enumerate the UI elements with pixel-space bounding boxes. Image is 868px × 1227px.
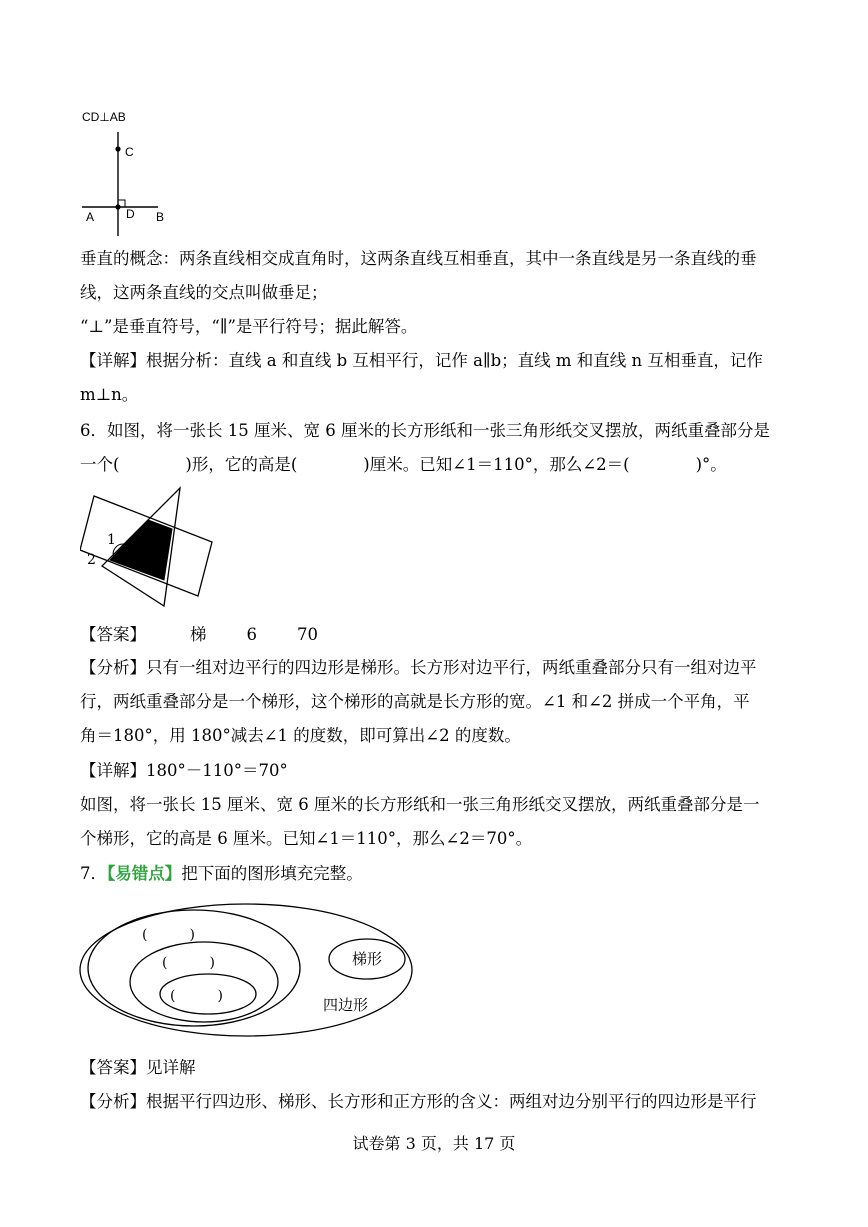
fig1-caption: CD⊥AB bbox=[82, 110, 126, 124]
label-b: B bbox=[156, 210, 165, 224]
point-c bbox=[115, 146, 120, 151]
page-footer: 试卷第 3 页，共 17 页 bbox=[352, 1134, 516, 1153]
point-d bbox=[115, 204, 120, 209]
quadrilateral-label: 四边形 bbox=[323, 997, 369, 1014]
angle-2-label: 2 bbox=[87, 552, 96, 568]
perpendicular-figure bbox=[78, 104, 188, 238]
detail-tag: 【详解】 bbox=[80, 761, 146, 780]
rectangle-ellipse bbox=[130, 942, 278, 1022]
detail-tag: 【详解】 bbox=[80, 351, 146, 370]
text-line: 【详解】根据分析：直线 a 和直线 b 互相平行，记作 a∥b；直线 m 和直线 n 互相垂直，记作 bbox=[80, 351, 763, 370]
question-7: 7．【易错点】把下面的图形填充完整。 bbox=[80, 864, 363, 883]
text-line: 垂直的概念：两条直线相交成直角时，这两条直线互相垂直，其中一条直线是另一条直线的垂 bbox=[80, 249, 757, 268]
overlap-figure bbox=[80, 486, 220, 612]
text-line: 线，这两条直线的交点叫做垂足； bbox=[80, 283, 328, 302]
nested-ellipses-figure bbox=[76, 896, 416, 1044]
text-line: 个梯形，它的高是 6 厘米。已知∠1＝110°，那么∠2＝70°。 bbox=[80, 829, 533, 848]
text-line: 行，两纸重叠部分是一个梯形，这个梯形的高就是长方形的宽。∠1 和∠2 拼成一个平角，平 bbox=[80, 692, 750, 711]
analysis-6: 【分析】只有一组对边平行的四边形是梯形。长方形对边平行，两纸重叠部分只有一组对边平 bbox=[80, 658, 757, 677]
answer-7: 【答案】见详解 bbox=[80, 1058, 196, 1077]
text-line: “⊥”是垂直符号，“∥”是平行符号；据此解答。 bbox=[80, 317, 418, 336]
label-d: D bbox=[126, 207, 135, 221]
blank-square: ( ) bbox=[170, 988, 223, 1004]
label-a: A bbox=[86, 210, 95, 224]
overlap-trapezoid bbox=[110, 520, 172, 580]
answer-6: 【答案】 梯 6 70 bbox=[80, 625, 318, 644]
label-c: C bbox=[125, 145, 134, 159]
analysis-tag: 【分析】 bbox=[80, 1092, 146, 1111]
analysis-7: 【分析】根据平行四边形、梯形、长方形和正方形的含义：两组对边分别平行的四边形是平行 bbox=[80, 1092, 757, 1111]
text-line: 角＝180°，用 180°减去∠1 的度数，即可算出∠2 的度数。 bbox=[80, 726, 521, 745]
angle-1-label: 1 bbox=[107, 532, 116, 548]
answer-tag: 【答案】 bbox=[80, 1058, 146, 1077]
question-6: 6．如图，将一张长 15 厘米、宽 6 厘米的长方形纸和一张三角形纸交叉摆放，两纸重叠部分是 bbox=[80, 421, 770, 440]
outer-ellipse bbox=[80, 904, 412, 1036]
answer-tag: 【答案】 bbox=[80, 625, 146, 644]
detail-6: 【详解】180°－110°＝70° bbox=[80, 761, 288, 780]
question-6-blanks: 一个( )形，它的高是( )厘米。已知∠1＝110°，那么∠2＝( )°。 bbox=[80, 455, 727, 474]
trapezoid-label: 梯形 bbox=[352, 951, 383, 968]
blank-rectangle: ( ) bbox=[162, 955, 215, 971]
text-line: m⊥n。 bbox=[80, 385, 139, 404]
error-prone-tag: 【易错点】 bbox=[107, 864, 182, 883]
blank-parallelogram: ( ) bbox=[142, 927, 195, 943]
text-line: 如图，将一张长 15 厘米、宽 6 厘米的长方形纸和一张三角形纸交叉摆放，两纸重叠部分是一 bbox=[80, 795, 760, 814]
analysis-tag: 【分析】 bbox=[80, 658, 146, 677]
